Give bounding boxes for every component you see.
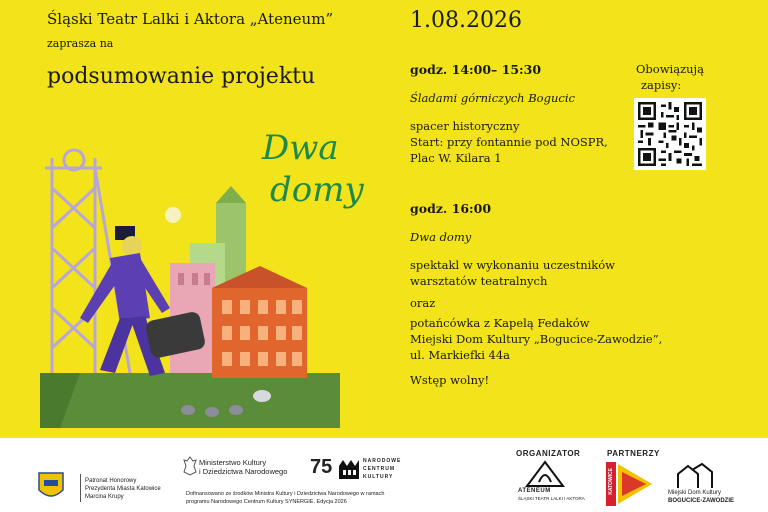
- ateneum-logo-icon: [525, 460, 565, 488]
- mdk-line1: Miejski Dom Kultury: [668, 490, 722, 496]
- show-title-line1: Dwa: [262, 128, 339, 168]
- event1-desc-line3: Plac W. Kilara 1: [410, 151, 502, 165]
- registration-line2: zapisy:: [641, 78, 682, 92]
- funding-line2: programu Narodowego Centrum Kultury SYNERGIE. Edycja 2026: [186, 499, 347, 505]
- partners-label: PARTNERZY: [607, 449, 660, 458]
- ministry-line2: i Dziedzictwa Narodowego: [199, 467, 288, 476]
- illustration: [40, 148, 340, 428]
- organizer-label: ORGANIZATOR: [516, 449, 581, 458]
- mdk-line2: BOGUCICE-ZAWODZIE: [668, 498, 734, 504]
- event2-desc-line2: warsztatów teatralnych: [410, 274, 548, 288]
- ministry-eagle-icon: [183, 456, 197, 476]
- ground: [40, 373, 340, 428]
- ncc-line2: CENTRUM: [363, 466, 395, 472]
- event2-time: godz. 16:00: [410, 201, 492, 216]
- event2-and: oraz: [410, 296, 436, 310]
- registration-line1: Obowiązują: [636, 62, 704, 76]
- show-title-line2: domy: [270, 170, 364, 210]
- organizer-line: Śląski Teatr Lalki i Aktora „Ateneum”: [47, 10, 334, 28]
- invites-text: zaprasza na: [47, 37, 114, 50]
- event2-dance-line3: ul. Markiefki 44a: [410, 348, 511, 362]
- mdk-house-icon: [676, 462, 714, 490]
- event1-desc-line2: Start: przy fontannie pod NOSPR,: [410, 135, 608, 149]
- patron-line1: Patronat Honorowy: [85, 478, 137, 484]
- headline: podsumowanie projektu: [47, 64, 316, 89]
- event1-time: godz. 14:00– 15:30: [410, 62, 542, 77]
- event2-title: Dwa domy: [410, 230, 472, 244]
- katowice-text: KATOWICE: [608, 468, 614, 495]
- sun: [165, 207, 181, 223]
- ateneum-subtitle: ŚLĄSKI TEATR LALKI I AKTORA: [518, 496, 585, 501]
- free-entry: Wstęp wolny!: [410, 373, 490, 387]
- event1-desc-line1: spacer historyczny: [410, 119, 520, 133]
- ncc-logo-icon: [338, 458, 360, 480]
- event2-dance-line1: potańcówka z Kapelą Fedaków: [410, 316, 590, 330]
- ncc-line3: KULTURY: [363, 474, 394, 480]
- patron-line3: Marcina Krupy: [85, 494, 124, 500]
- funding-line1: Dofinansowano ze środków Ministra Kultury i Dziedzictwa Narodowego w ramach: [186, 491, 385, 497]
- patron-divider: [80, 474, 81, 502]
- event2-desc-line1: spektakl w wykonaniu uczestników: [410, 258, 616, 272]
- event1-title: Śladami górniczych Bogucic: [410, 91, 575, 105]
- ministry-line1: Ministerstwo Kultury: [199, 458, 267, 467]
- katowice-crest-icon: [38, 472, 64, 502]
- event2-dance-line2: Miejski Dom Kultury „Bogucice-Zawodzie”,: [410, 332, 663, 346]
- ateneum-name: ATENEUM: [518, 488, 551, 494]
- brick-building: [212, 266, 307, 378]
- qr-code-icon[interactable]: [634, 98, 706, 170]
- event-date: 1.08.2026: [410, 8, 522, 33]
- sponsor-footer: [0, 438, 768, 512]
- ncc-number: 75: [310, 456, 333, 478]
- ncc-line1: NARODOWE: [363, 458, 402, 464]
- patron-line2: Prezydenta Miasta Katowice: [85, 486, 161, 492]
